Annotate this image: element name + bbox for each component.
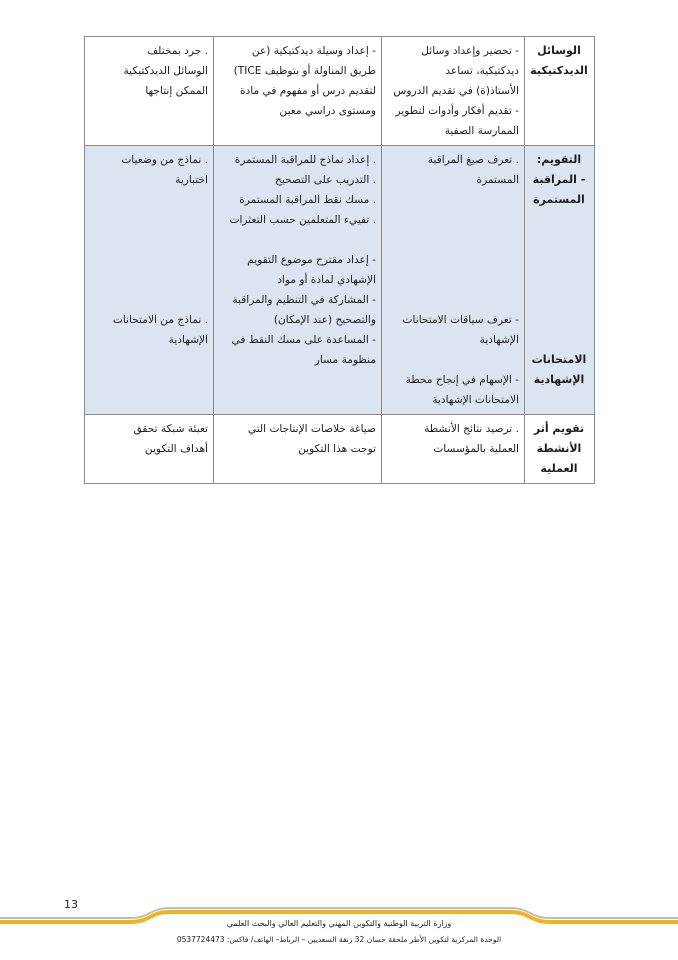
heading-line: الإشهادية <box>533 373 585 386</box>
cell-line: . ترصيد نتائج الأنشطة <box>424 423 519 435</box>
cell-line: الممارسة الصفية <box>444 125 519 137</box>
cell-line: الإشهادية <box>479 334 519 346</box>
cell-line: - تقديم أفكار وأدوات لتطوير <box>395 105 519 117</box>
cell-line: - إعداد وسيلة ديدكتيكية (عن <box>251 45 376 57</box>
cell-line: . التدريب على التصحيح <box>275 174 376 186</box>
row-heading-didactic-means <box>525 37 595 146</box>
table-row-impact-evaluation <box>85 415 595 484</box>
cell-line: تعبئة شبكة تحقق <box>133 423 208 435</box>
cell-line: توجت هذا التكوين <box>298 443 376 455</box>
cell-line: . تعرف صيغ المراقبة <box>427 154 519 166</box>
cell-objectives <box>382 415 525 484</box>
cell-line: طريق المناولة أو بتوظيف TICE) <box>233 65 376 77</box>
cell-line: اختبارية <box>175 174 208 186</box>
cell-line: - إعداد مقترح موضوع التقويم <box>247 254 376 266</box>
cell-line: والتصحيح (عند الإمكان) <box>273 314 376 326</box>
cell-objectives <box>382 37 525 146</box>
cell-activities <box>214 146 382 415</box>
cell-line: العملية بالمؤسسات <box>433 443 519 455</box>
cell-line: . إعداد نماذج للمراقبة المستمرة <box>234 154 376 166</box>
cell-line: صياغة خلاصات الإنتاجات التي <box>247 423 376 435</box>
row-heading-impact-evaluation <box>525 415 595 484</box>
cell-line: الامتحانات الإشهادية <box>432 394 519 406</box>
heading-line: العملية <box>540 462 578 475</box>
cell-line: المستمرة <box>476 174 519 186</box>
table-row-evaluation <box>85 146 595 415</box>
cell-line: . نماذج من الامتحانات <box>112 314 208 326</box>
heading-line: تقويم أثر <box>533 422 585 435</box>
cell-line: . تفييء المتعلمين حسب التعثرات <box>229 214 376 226</box>
cell-line: لتقديم درس أو مفهوم في مادة <box>239 85 376 97</box>
cell-line: ومستوى دراسي معين <box>279 105 376 117</box>
cell-line: . جرد بمختلف <box>147 45 208 57</box>
row-heading-evaluation <box>525 146 595 415</box>
heading-line: الامتحانات <box>531 353 587 366</box>
cell-line: - تعرف سياقات الامتحانات <box>402 314 519 326</box>
heading-line: الأنشطة <box>536 442 582 455</box>
cell-line: - الإسهام في إنجاح محطة <box>405 374 519 386</box>
page-number: 13 <box>64 898 78 911</box>
cell-outputs <box>85 415 214 484</box>
cell-line: الأستاذ(ة) في تقديم الدروس <box>393 85 519 97</box>
cell-line: - المشاركة في التنظيم والمراقبة <box>232 294 376 306</box>
cell-line: الإشهادي لمادة أو مواد <box>277 274 376 286</box>
table-row-didactic-means <box>85 37 595 146</box>
cell-line: . نماذج من وضعيات <box>121 154 208 166</box>
cell-line: - المساعدة على مسك النقط في <box>231 334 376 346</box>
cell-objectives <box>382 146 525 415</box>
cell-activities <box>214 37 382 146</box>
cell-line: ديدكتيكية، تساعد <box>445 65 519 77</box>
footer-ministry: وزارة التربية الوطنية والتكوين المهني والتعليم العالي والبحث العلمي <box>226 919 452 928</box>
heading-line: - المراقبة <box>532 173 586 186</box>
heading-line: المستمرة <box>533 193 585 206</box>
cell-line: الإشهادية <box>168 334 208 346</box>
footer-address: الوحدة المركزية لتكوين الأطر ملحقة حسان 32 زنقة السعديين – الرباط– الهاتف/ فاكس: 0537724473 <box>176 935 502 944</box>
cell-line: منظومة مسار <box>314 354 376 366</box>
heading-line: الوسائل <box>537 44 581 57</box>
heading-line: الديدكتيكية <box>530 64 588 77</box>
heading-line: التقويم: <box>536 153 582 166</box>
cell-outputs <box>85 37 214 146</box>
cell-outputs <box>85 146 214 415</box>
program-table <box>84 36 595 484</box>
cell-line: الممكن إنتاجها <box>145 85 208 97</box>
cell-line: - تحضير وإعداد وسائل <box>421 45 519 57</box>
cell-line: الوسائل الديدكتيكية <box>123 65 208 77</box>
cell-line: أهداف التكوين <box>144 443 208 455</box>
cell-activities <box>214 415 382 484</box>
cell-line: . مسك نقط المراقبة المستمرة <box>239 194 376 206</box>
